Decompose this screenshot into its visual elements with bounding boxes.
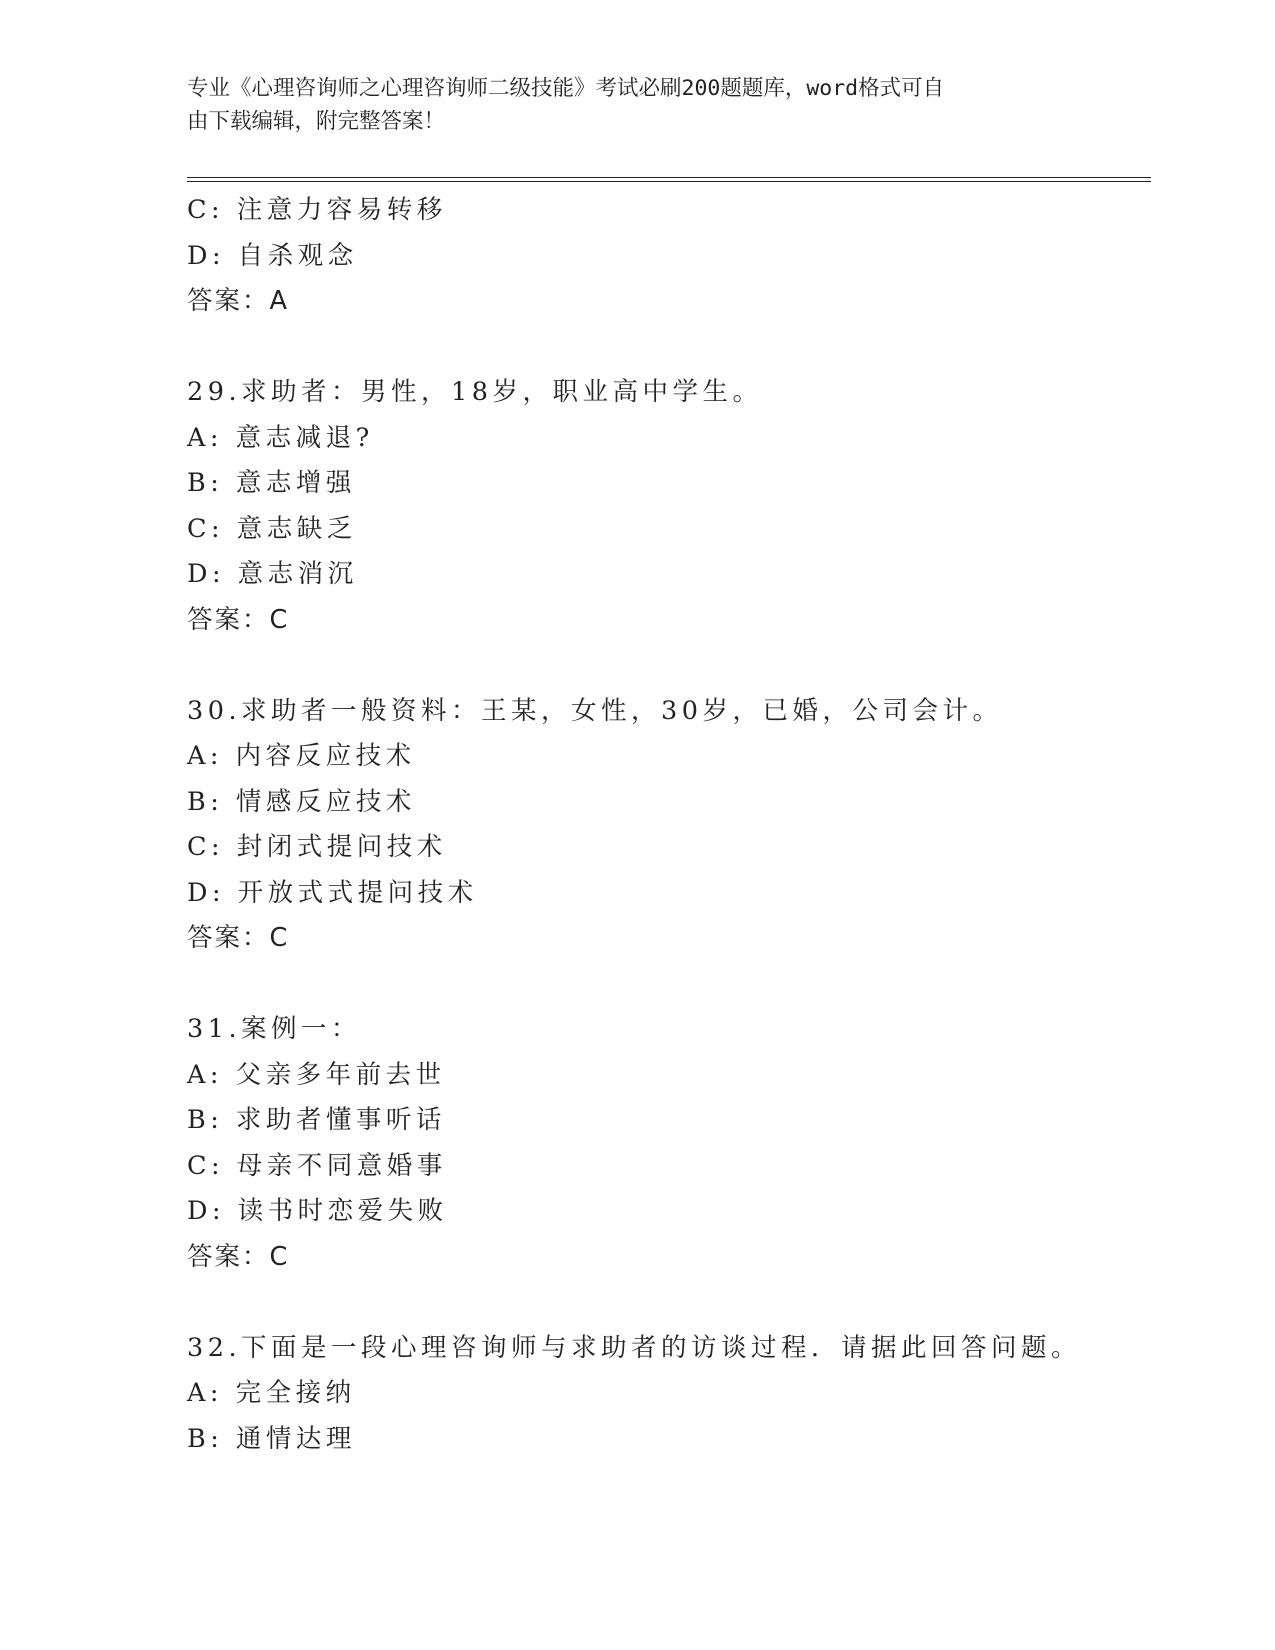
option-b: B: 情感反应技术 (187, 786, 416, 817)
question-31 (187, 1007, 1151, 1280)
option-c: C: 母亲不同意婚事 (187, 1150, 447, 1181)
answer-line: 答案：C (187, 1241, 290, 1272)
answer-line: 答案：A (187, 286, 289, 316)
question-stem: 29.求助者：男性，18岁，职业高中学生。 (187, 377, 763, 407)
question-32 (187, 1326, 1151, 1463)
option-a: A: 父亲多年前去世 (187, 1059, 446, 1090)
option-c: C: 注意力容易转移 (187, 195, 447, 225)
option-c: C: 封闭式提问技术 (187, 832, 447, 862)
spacer (187, 325, 1151, 371)
question-stem: 31.案例一： (187, 1014, 362, 1044)
page-header (187, 72, 1067, 138)
option-a: A: 完全接纳 (187, 1378, 356, 1408)
spacer (187, 643, 1151, 689)
option-d: D: 意志消沉 (187, 559, 358, 589)
option-a: A: 内容反应技术 (187, 741, 416, 771)
option-d: D: 自杀观念 (187, 240, 358, 271)
question-29 (187, 370, 1151, 643)
question-30 (187, 689, 1151, 962)
answer-line: 答案：C (187, 604, 290, 635)
header-divider-bottom (187, 181, 1151, 182)
answer-line: 答案：C (187, 923, 290, 953)
option-a: A: 意志减退? (187, 422, 374, 453)
question-28-tail (187, 188, 1151, 325)
header-divider-top (187, 177, 1151, 178)
header-line-1: 专业《心理咨询师之心理咨询师二级技能》考试必刷200题题库，word格式可自 (187, 76, 945, 101)
header-line-2: 由下载编辑，附完整答案！ (187, 109, 446, 134)
question-list (187, 188, 1151, 1462)
option-d: D: 开放式式提问技术 (187, 877, 478, 908)
option-c: C: 意志缺乏 (187, 513, 357, 544)
option-d: D: 读书时恋爱失败 (187, 1196, 448, 1226)
option-b: B: 意志增强 (187, 468, 356, 498)
option-b: B: 求助者懂事听话 (187, 1105, 446, 1135)
spacer (187, 962, 1151, 1008)
question-stem: 32.下面是一段心理咨询师与求助者的访谈过程．请据此回答问题。 (187, 1332, 1082, 1363)
question-stem: 30.求助者一般资料：王某，女性，30岁，已婚，公司会计。 (187, 695, 1003, 726)
option-b: B: 通情达理 (187, 1423, 356, 1454)
spacer (187, 1280, 1151, 1326)
